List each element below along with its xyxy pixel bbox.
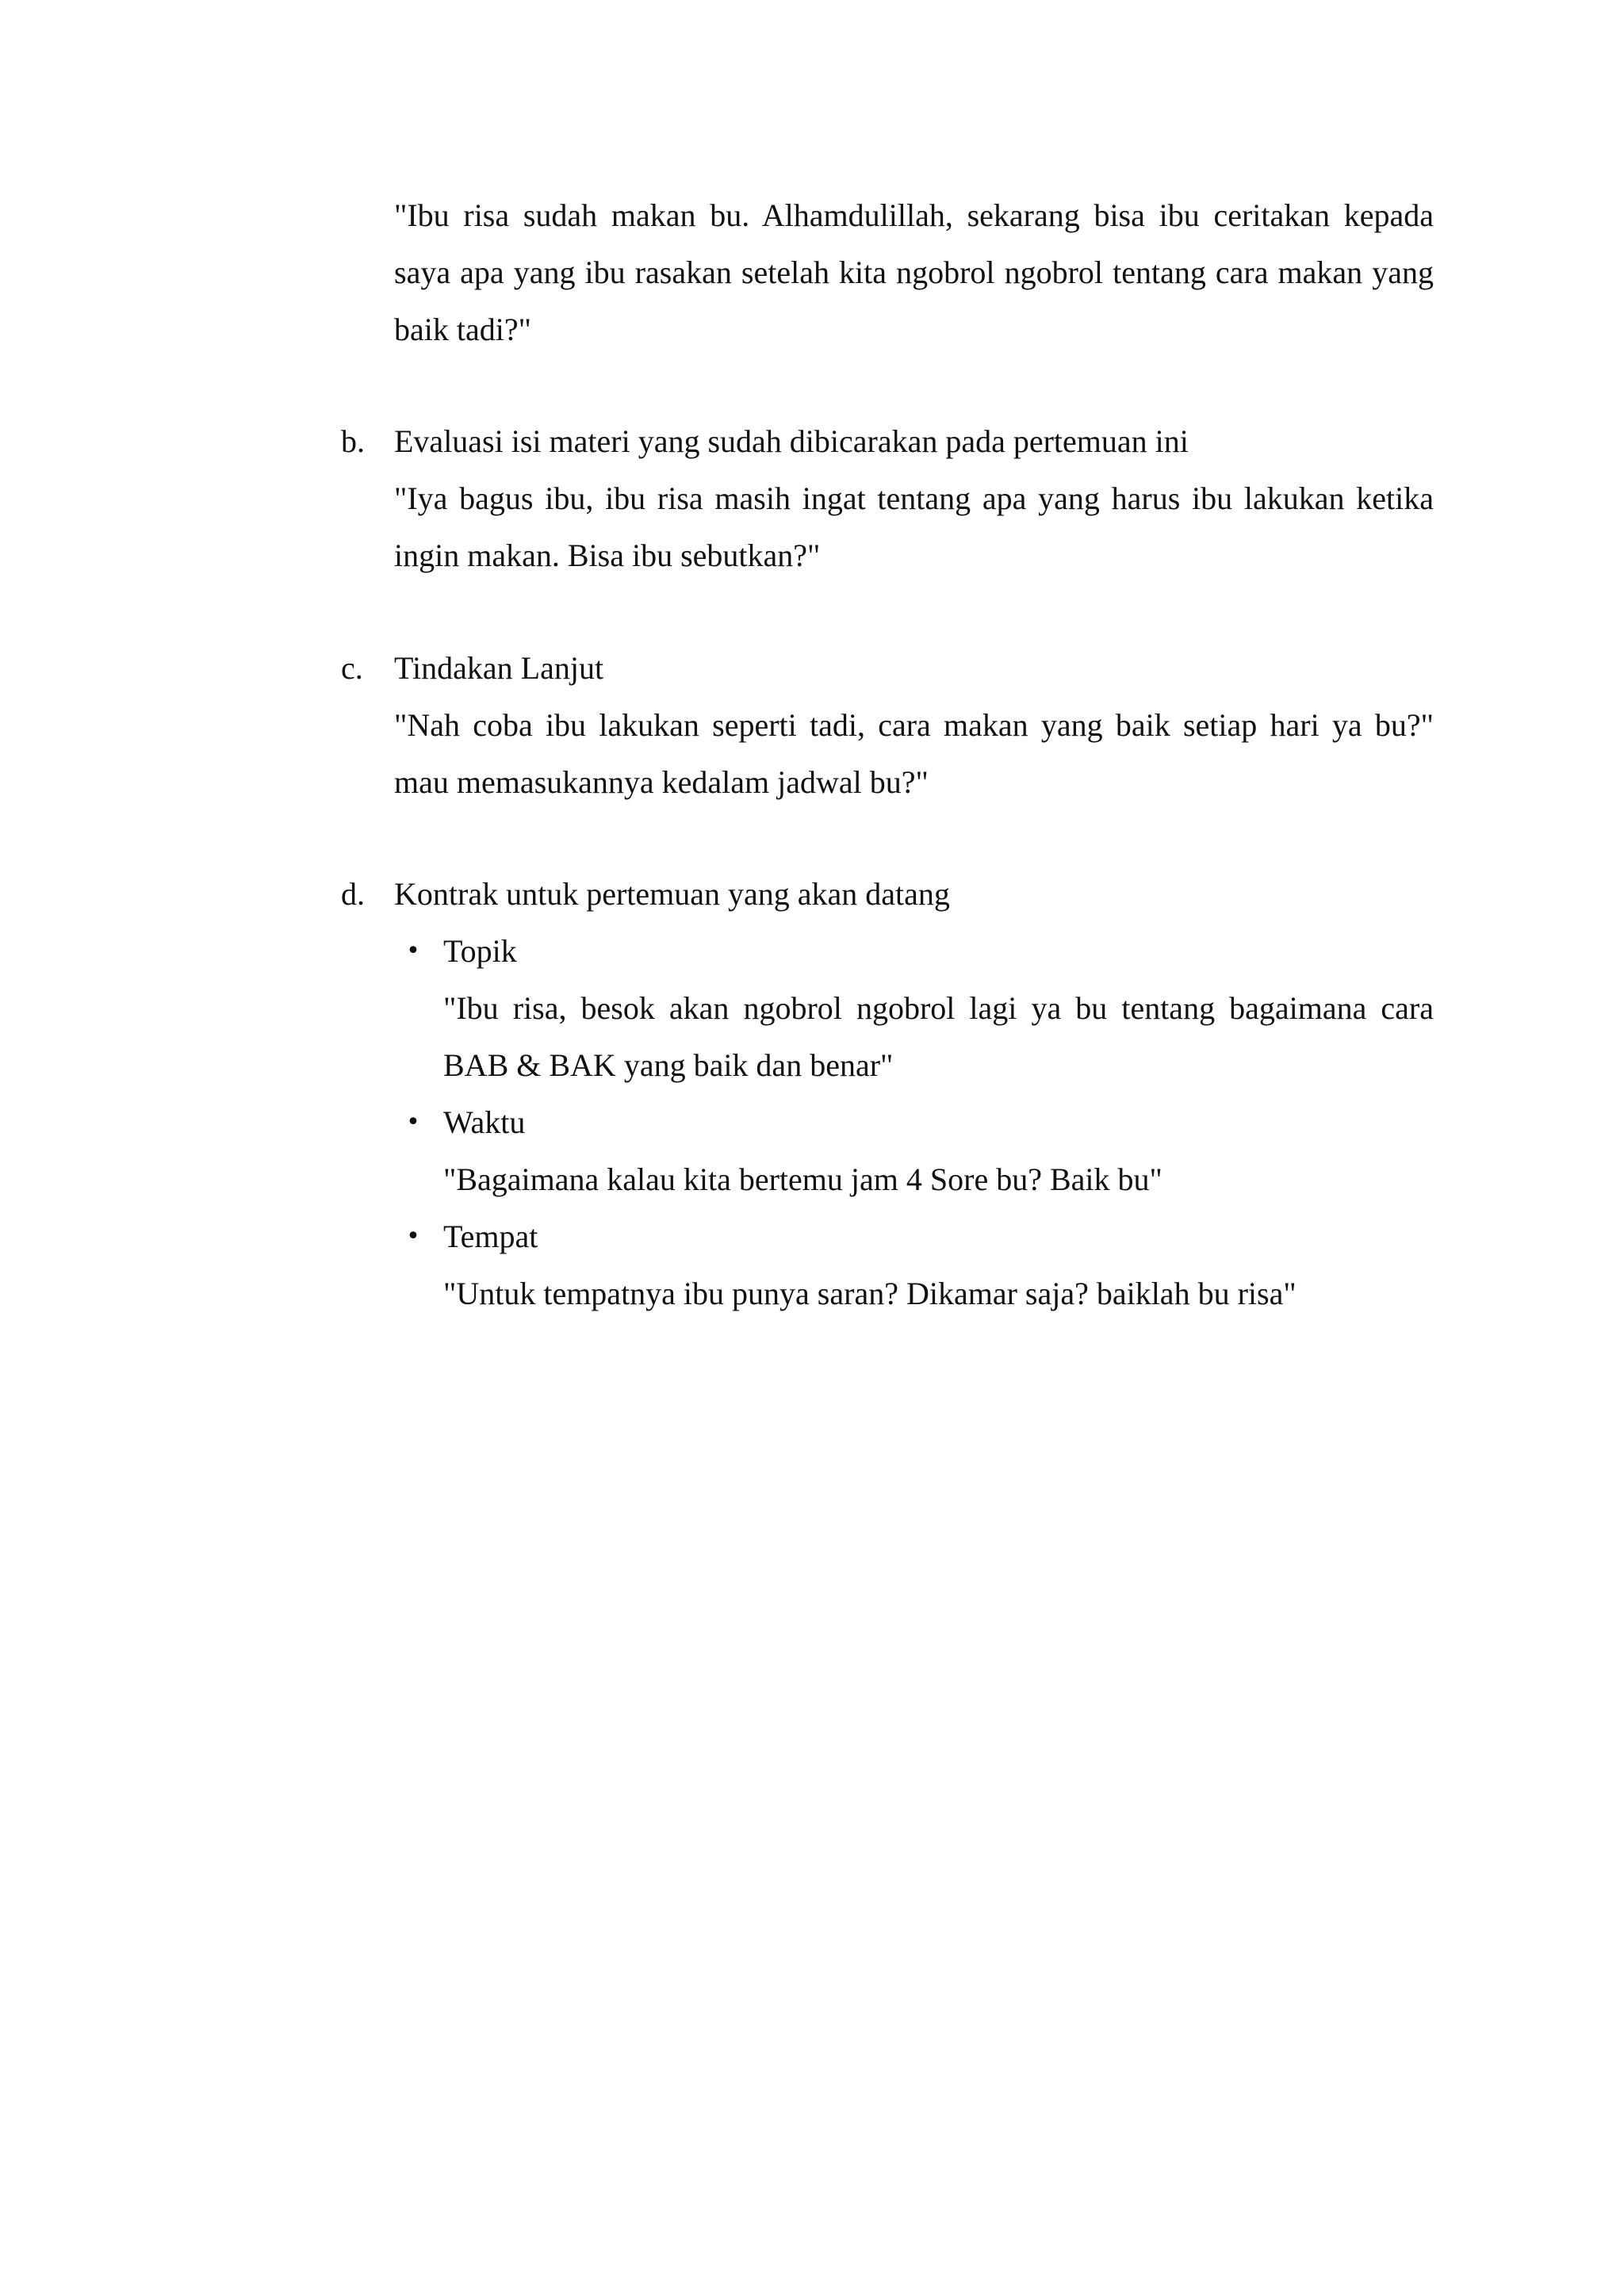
subitem-tempat-title: Tempat <box>443 1219 538 1254</box>
subitem-tempat-line-1: "Untuk tempatnya ibu punya saran? Dikamar saja? baiklah bu risa" <box>443 1276 1297 1311</box>
section-d-marker: d. <box>341 876 365 912</box>
subitem-tempat-content <box>443 1208 1434 1322</box>
subitem-topik-content <box>443 923 1434 1094</box>
intro-line-2: saya apa yang ibu rasakan setelah kita ngobrol ngobrol tentang cara makan yang <box>394 254 1434 290</box>
section-d-title: Kontrak untuk pertemuan yang akan datang <box>394 876 950 912</box>
section-d-content <box>394 866 1434 923</box>
subitem-topik-line-1: "Ibu risa, besok akan ngobrol ngobrol lagi ya bu tentang bagaimana cara <box>443 990 1434 1026</box>
section-c-line-1: "Nah coba ibu lakukan seperti tadi, cara makan yang baik setiap hari ya bu?" <box>394 707 1434 743</box>
bullet-icon: • <box>406 937 420 965</box>
subitem-topik-line-2: BAB & BAK yang baik dan benar" <box>443 1047 894 1083</box>
section-b-content <box>394 413 1434 584</box>
intro-line-1: "Ibu risa sudah makan bu. Alhamdulillah, sekarang bisa ibu ceritakan kepada <box>394 197 1434 233</box>
bullet-icon: • <box>406 1108 420 1136</box>
intro-line-3: baik tadi?" <box>394 312 531 347</box>
subitem-topik-title: Topik <box>443 933 517 969</box>
section-b-line-1: "Iya bagus ibu, ibu risa masih ingat tentang apa yang harus ibu lakukan ketika <box>394 480 1434 516</box>
section-c-title: Tindakan Lanjut <box>394 650 604 686</box>
bullet-icon: • <box>406 1223 420 1250</box>
section-b-marker: b. <box>341 423 365 459</box>
section-b-line-2: ingin makan. Bisa ibu sebutkan?" <box>394 538 821 573</box>
section-c-content <box>394 640 1434 811</box>
subitem-waktu-title: Waktu <box>443 1104 526 1140</box>
section-c-marker: c. <box>341 650 363 686</box>
intro-paragraph <box>394 187 1434 358</box>
section-b-title: Evaluasi isi materi yang sudah dibicarakan pada pertemuan ini <box>394 423 1189 459</box>
subitem-waktu-line-1: "Bagaimana kalau kita bertemu jam 4 Sore bu? Baik bu" <box>443 1161 1162 1197</box>
subitem-waktu-content <box>443 1094 1434 1208</box>
section-c-line-2: mau memasukannya kedalam jadwal bu?" <box>394 764 929 800</box>
